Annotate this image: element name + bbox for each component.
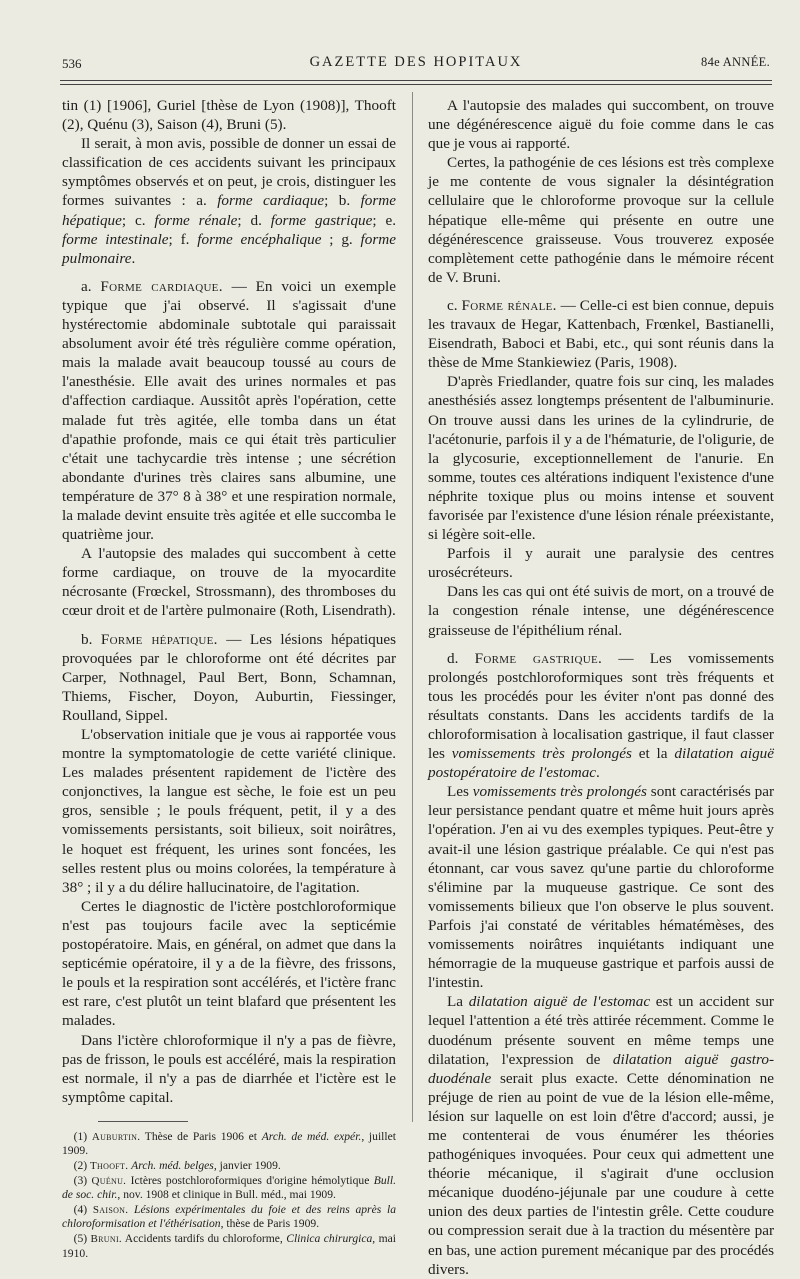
column-divider xyxy=(412,92,413,1122)
paragraph: Parfois il y aurait une paralysie des centres urosécréteurs. xyxy=(428,545,774,582)
volume-year: 84e ANNÉE. xyxy=(701,55,770,69)
header-rule xyxy=(60,80,772,81)
paragraph: Les vomissements très prolongés sont caractérisés par leur persistance pendant quatre et même huit jours après l'opération. J'en ai vu des exemples typiques. Peut-être y avait-il une lésion gastrique préalable. Ce qui n'est pas étonnant, car vous savez qu'une partie du chloroforme s'élimine par la muqueuse gastrique. Ce sont des vomissements bilieux que l'on observe le plus souvent. Parfois j'ai constaté de véritables hématémèses, des vomissements noirâtres inquiétants indiquant une hémorragie de la muqueuse gastrique et parfois aussi de l'intestin. xyxy=(428,783,775,992)
footnote: (2) Thooft. Arch. méd. belges, janvier 1909. xyxy=(73,1159,281,1173)
section-heading: Forme rénale. xyxy=(461,296,557,314)
journal-title: GAZETTE DES HOPITAUX xyxy=(309,54,523,70)
footnote: (4) Saison. Lésions expérimentales du foie et des reins après la chloroformisation et l'éthérisation, thèse de Paris 1909. xyxy=(62,1202,396,1231)
header-rule-2 xyxy=(60,84,772,85)
paragraph: tin (1) [1906], Guriel [thèse de Lyon (1908)], Thooft (2), Quénu (3), Saison (4), Bruni (5). xyxy=(62,97,396,134)
footnote-rule xyxy=(98,1121,188,1122)
footnote: (1) Auburtin. Thèse de Paris 1906 et Arch. de méd. expér., juillet 1909. xyxy=(62,1129,396,1158)
paragraph: La dilatation aiguë de l'estomac est un accident sur lequel l'attention a été très attirée récemment. Comme le duodénum présente souvent en même temps une dilatation, l'expression de dilatation aiguë gastro-duodénale serait plus exacte. Cette dénomination ne préjuge de rien au point de vue de la lésion elle-même, lésion sur laquelle on est loin d'être d'accord; aussi, je me contenterai de vous énumérer les théories pathogéniques invoquées. Pour ceux qui admettent une théorie mécanique, il s'agirait d'une occlusion mécanique duodéno-jéjunale par une coudure à cette union des deux parties de l'intestin grêle. Cette coudure ou compression serait due à la traction du mésentère par en bas, une action purement mécanique par des procédés divers. xyxy=(428,993,775,1278)
paragraph: Certes, la pathogénie de ces lésions est très complexe je me contente de vous signaler la désintégration cellulaire que le chloroforme provoque sur la cellule hépatique elle-même qui présente en outre une dégénérescence graisseuse. Vous trouverez exposée complètement cette pathogénie dans le mémoire récent de V. Bruni. xyxy=(428,154,774,286)
paragraph: A l'autopsie des malades qui succombent à cette forme cardiaque, on trouve de la myocardite nécrosante (Frœckel, Strossmann), des thromboses du cœur droit et de l'artère pulmonaire (Roth, Lisendrath). xyxy=(62,545,396,620)
paragraph: Certes le diagnostic de l'ictère postchloroformique n'est pas toujours facile avec la septicémie postopératoire. Mais, en général, on admet que dans la septicémie opératoire, il y a de la fièvre, des frissons, le pouls et la respiration sont accélérés, et l'ictère franc est rare, c'est plutôt un teint blafard que présentent les malades. xyxy=(62,897,396,1030)
paragraph: L'observation initiale que je vous ai rapportée vous montre la symptomatologie de cette variété clinique. Les malades présentent rapidement de l'ictère des conjonctives, la langue est sèche, le foie est un peu gros, sensible ; le pouls fréquent, petit, il y a des vomissements persistants, soit bilieux, soit noirâtres, le hoquet est fréquent, les urines sont foncées, les selles restent plus ou moins colorées, la température à 38° ; il y a du délire hallucinatoire, de l'agitation. xyxy=(62,726,396,896)
paragraph: Il serait, à mon avis, possible de donner un essai de classification de ces accidents suivant les principaux symptômes observés et on peut, je crois, distinguer les formes suivantes : a. forme cardiaque; b. forme hépatique; c. forme rénale; d. forme gastrique; e. forme intestinale; f. forme encéphalique ; g. forme pulmonaire. xyxy=(62,135,396,267)
left-column xyxy=(62,96,396,1261)
footnotes xyxy=(62,1130,396,1261)
section-heading: Forme cardiaque. xyxy=(100,277,223,295)
footnote: (3) Quénu. Ictères postchloroformiques d'origine hémolytique Bull. de soc. chir., nov. 1908 et clinique in Bull. méd., mai 1909. xyxy=(62,1173,396,1202)
page-number: 536 xyxy=(62,56,82,71)
paragraph: D'après Friedlander, quatre fois sur cinq, les malades anesthésiés assez longtemps présentent de l'albuminurie. On trouve aussi dans les urines de la cylindrurie, de l'acétonurie, parfois il y a de l'hématurie, de l'oligurie, de la glycosurie, exceptionnellement de l'anurie. En somme, toutes ces altérations indiquent l'existence d'une néphrite toxique plus ou moins intense et souvent favorisée par l'existence d'une lésion rénale préexistante, si légère soit-elle. xyxy=(428,373,774,544)
paragraph: Dans les cas qui ont été suivis de mort, on a trouvé de la congestion rénale intense, une dégénérescence graisseuse de l'épithélium rénal. xyxy=(428,583,774,639)
section-hepatique: b. Forme hépatique. — Les lésions hépatiques provoquées par le chloroforme ont été décrites par Carper, Nothnagel, Paul Bert, Bonn, Schamnan, Thiems, Fischer, Doyon, Auburtin, Fiessinger, Roulland, Sippel. xyxy=(62,630,397,724)
section-cardiaque: a. Forme cardiaque. — En voici un exemple typique que j'ai observé. Il s'agissait d'une hystérectomie abdominale subtotale qui paraissait absolument avoir été très régulière comme opération, mais la malade avait beaucoup toussé au cours de l'anesthésie. Elle avait des urines normales et pas d'affection cardiaque. Aussitôt après l'opération, cette malade fut très agitée, elle tomba dans un état d'apathie profonde, mais ce qui était très particulier c'était une tachycardie très intense ; une sécrétion abondante d'urines très claires sans albumine, une température de 37° 8 à 38° et une respiration normale, la malade devint ensuite très agitée et elle succomba le quatrième jour. xyxy=(62,277,396,544)
right-column xyxy=(428,96,774,1279)
section-renale: c. Forme rénale. — Celle-ci est bien connue, depuis les travaux de Hegar, Kattenbach, Frœnkel, Bastianelli, Eisendrath, Baboci et Babi, etc., qui sont réunis dans la thèse de Mme Stankiewiez (Paris, 1908). xyxy=(428,296,774,372)
section-gastrique: d. Forme gastrique. — Les vomissements prolongés postchloroformiques sont très fréquents et tous les procédés pour les éviter n'ont pas donné des résultats constants. Dans les accidents tardifs de la chloroformisation à localisation gastrique, il faut classer les vomissements très prolongés et la dilatation aiguë postopératoire de l'estomac. xyxy=(428,649,775,782)
section-heading: Forme gastrique. xyxy=(474,649,603,667)
paragraph: Dans l'ictère chloroformique il n'y a pas de fièvre, pas de frisson, le pouls est accéléré, mais la respiration est normale, il n'y a pas de diarrhée et l'ictère est le symptôme capital. xyxy=(62,1031,396,1106)
section-heading: Forme hépatique. xyxy=(100,630,218,648)
footnote: (5) Bruni. Accidents tardifs du chloroforme, Clinica chirurgica, mai 1910. xyxy=(62,1232,396,1260)
paragraph: A l'autopsie des malades qui succombent, on trouve une dégénérescence aiguë du foie comme dans le cas que je vous ai rapporté. xyxy=(428,97,774,153)
page-header xyxy=(62,52,770,74)
